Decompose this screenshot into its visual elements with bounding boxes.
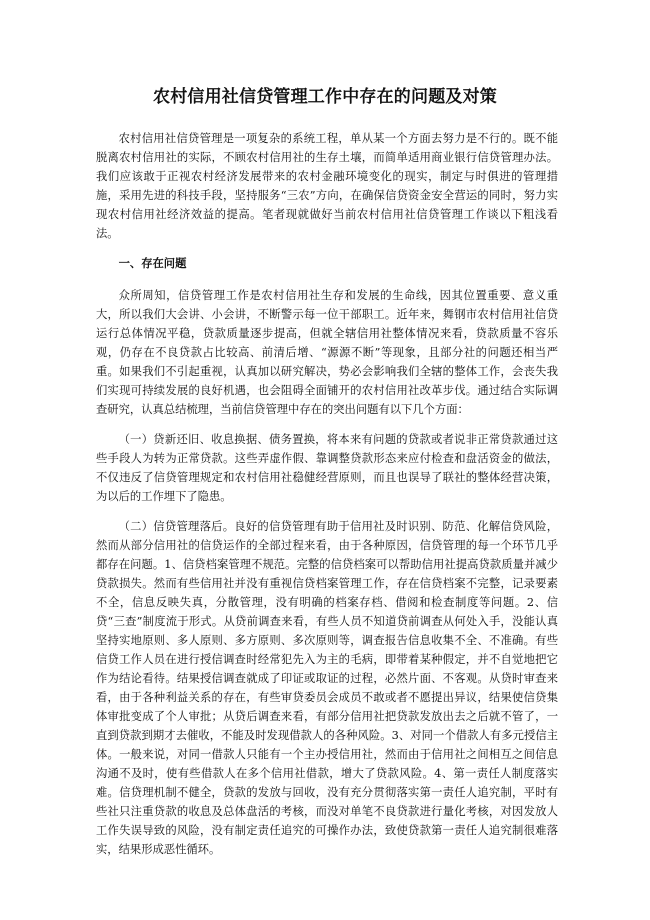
document-body [96,129,558,859]
intro-paragraph: 农村信用社信贷管理是一项复杂的系统工程，单从某一个方面去努力是不行的。既不能脱离农村信用社的实际，不顾农村信用社的生存土壤，而简单适用商业银行信贷管理办法。我们应该敢于正视农村经济发展带来的农村金融环境变化的现实，制定与时俱进的管理措施，采用先进的科技手段，坚持服务“三农”方向，在确保信贷资金安全营运的同时，努力实现农村信用社经济效益的提高。笔者现就做好当前农村信用社信贷管理工作谈以下粗浅看法。 [96,132,558,240]
document-title: 农村信用社信贷管理工作中存在的问题及对策 [153,87,497,107]
section-heading-problems: 一、存在问题 [118,257,187,270]
problems-overview-paragraph: 众所周知，信贷管理工作是农村信用社生存和发展的生命线，因其位置重要、意义重大，所以我们大会讲、小会讲，不断警示每一位干部职工。近年来，舞钢市农村信用社信贷运行总体情况平稳，贷款质量逐步提高，但就全辖信用社整体情况来看，贷款质量不容乐观，仍存在不良贷款占比较高、前清后增、“源源不断”等现象，且部分社的问题还相当严重。如果我们不引起重视，认真加以研究解决，势必会影响我们全辖的整体工作，会丧失我们实现可持续发展的良好机遇，也会阻碍全面铺开的农村信用社改革步伐。通过结合实际调查研究，认真总结梳理，当前信贷管理中存在的突出问题有以下几个方面： [96,289,558,416]
problem-item-2: （二）信贷管理落后。良好的信贷管理有助于信用社及时识别、防范、化解信贷风险，然而从部分信用社的信贷运作的全部过程来看，由于各种原因，信贷管理的每一个环节几乎都存在问题。1、信贷档案管理不规范。完整的信贷档案可以帮助信用社提高贷款质量并减少贷款损失。然而有些信用社并没有重视信贷档案管理工作，存在信贷档案不完整，记录要素不全，信息反映失真，分散管理，没有明确的档案存档、借阅和检查制度等问题。2、信贷“三查”制度流于形式。从贷前调查来看，有些人员不知道贷前调查从何处入手，没能认真坚持实地原则、多人原则、多方原则、多次原则等，调查报告信息收集不全、不准确。有些信贷工作人员在进行授信调查时经常犯先入为主的毛病，即带着某种假定，并不自觉地把它作为结论看待。结果授信调查就成了印证或取证的过程，必然片面、不客观。从贷时审查来看，由于各种利益关系的存在，有些审贷委员会成员不敢或者不愿提出异议，结果使信贷集体审批变成了个人审批；从贷后调查来看，有部分信用社把贷款发放出去之后就不管了，一直到贷款到期才去催收，不能及时发现借款人的各种风险。3、对同一个借款人有多元授信主体。一般来说，对同一借款人只能有一个主办授信用社，然而由于信用社之间相互之间信息沟通不及时，使有些借款人在多个信用社借款，增大了贷款风险。4、第一责任人制度落实难。信贷理机制不健全，贷款的发放与回收，没有充分贯彻落实第一责任人追究制，平时有些社只注重贷款的收息及总体盘活的考核，而没对单笔不良贷款进行量化考核，对因发放人工作失误导致的风险，没有制定责任追究的可操作办法，致使贷款第一责任人追究制很难落实，结果形成恶性循环。 [96,520,558,856]
problem-item-1: （一）贷新还旧、收息换据、债务置换，将本来有问题的贷款或者说非正常贷款通过这些手段人为转为正常贷款。这些弄虚作假、靠调整贷款形态来应付检查和盘活资金的做法，不仅违反了信贷管理规定和农村信用社稳健经营原则，而且也误导了联社的整体经营决策，为以后的工作埋下了隐患。 [96,433,558,503]
